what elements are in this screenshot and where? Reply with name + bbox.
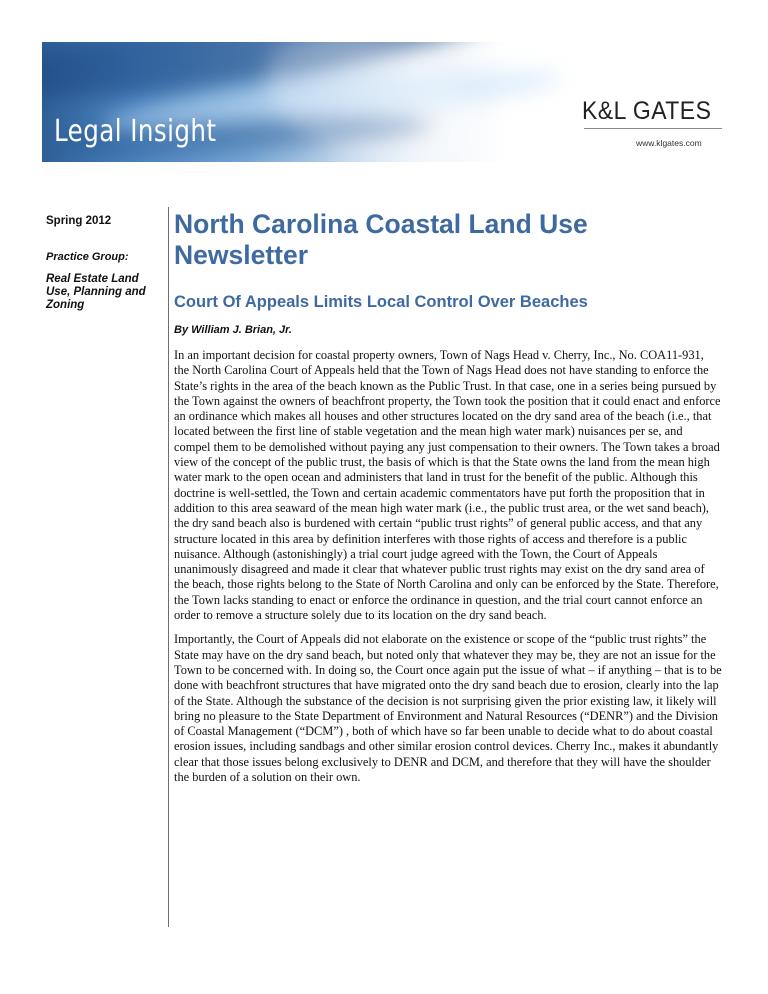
- body-paragraph: Importantly, the Court of Appeals did not elaborate on the existence or scope of the “public trust rights” the State may have on the dry sand beach, but noted only that whatever they may be, they are not an issue for the Town to be concerned with. In doing so, the Court once again put the issue of what – if anything – that is to be done with beachfront structures that have migrated onto the dry sand beach due to erosion, clearly into the lap of the State. Although the substance of the decision is not surprising given the prior existing law, it likely will bring no pleasure to the State Department of Environment and Natural Resources (“DENR”) and the Division of Coastal Management (“DCM”) , both of which have so far been unable to decide what to do about coastal erosion issues, including sandbags and other similar erosion control devices. Cherry Inc., makes it abundantly clear that those issues belong exclusively to DENR and DCM, and therefore that they will have the shoulder the burden of a solution on their own.: [174, 632, 722, 785]
- firm-logo: K&L GATES: [582, 97, 712, 125]
- firm-website-link[interactable]: www.klgates.com: [636, 138, 702, 148]
- logo-divider: [584, 128, 722, 129]
- body-paragraph: In an important decision for coastal property owners, Town of Nags Head v. Cherry, Inc., No. COA11-931, the North Carolina Court of Appeals held that the Town of Nags Head does not have standing to enforce the State’s rights in the area of the beach known as the Public Trust. In that case, one in a series being pursued by the Town against the owners of beachfront property, the Town took the position that it could enact and enforce an ordinance which makes all houses and other structures located on the dry sand area of the beach (i.e., that located between the first line of stable vegetation and the mean high water mark) nuisances per se, and compel them to be demolished without paying any just compensation to their owners. The Town takes a broad view of the concept of the public trust, the basis of which is that the State owns the land from the mean high water mark to the open ocean and administers that land in trust for the benefit of the public. Although this doctrine is well-settled, the Town and certain academic commentators have put forth the proposition that in addition to this area seaward of the mean high water mark (i.e., the public trust area, or the wet sand beach), the dry sand beach also is burdened with certain “public trust rights” of general public access, and that any structure located in this area by definition interferes with those rights of access and therefore is a public nuisance. Although (astonishingly) a trial court judge agreed with the Town, the Court of Appeals unanimously disagreed and made it clear that whatever public trust rights may exist on the dry sand area of the beach, those rights belong to the State of North Carolina and only can be enforced by the State. Therefore, the Town lacks standing to enact or enforce the ordinance in question, and the trial court cannot enforce an order to remove a structure solely due to its location on the dry sand beach.: [174, 348, 721, 623]
- issue-date: Spring 2012: [46, 215, 112, 227]
- newsletter-title: North Carolina Coastal Land Use Newsletter: [174, 209, 588, 270]
- author-byline: By William J. Brian, Jr.: [174, 324, 292, 336]
- article-headline: Court Of Appeals Limits Local Control Over Beaches: [174, 293, 588, 311]
- column-divider: [168, 207, 169, 927]
- article: [174, 209, 722, 785]
- practice-group-value: Real Estate Land Use, Planning and Zoning: [46, 273, 146, 311]
- practice-group-label: Practice Group:: [46, 251, 129, 263]
- publication-title: Legal Insight: [54, 114, 217, 149]
- sidebar: [46, 215, 164, 312]
